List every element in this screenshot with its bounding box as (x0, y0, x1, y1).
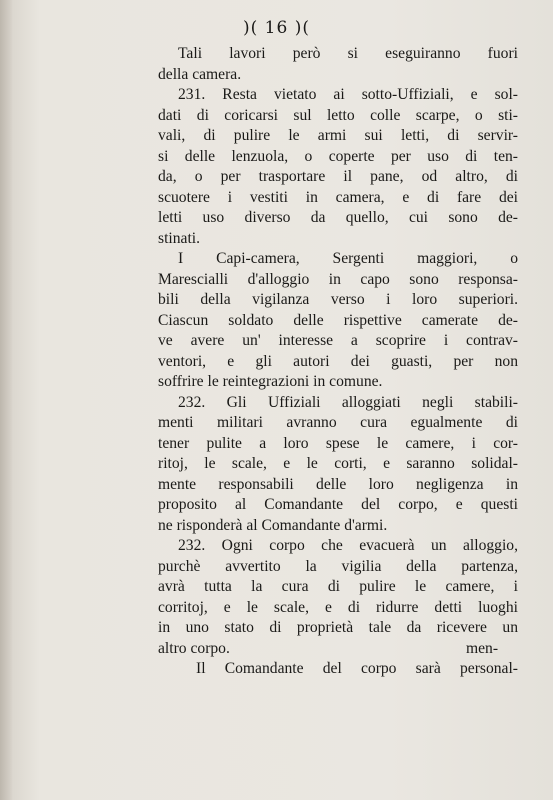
text-line: stinati. (158, 229, 201, 247)
text-line: vali, di pulire le armi sui letti, di servir- (158, 127, 518, 144)
text-line: 232. Gli Uffiziali alloggiati negli stabili- (178, 393, 518, 411)
text-line: letti uso diverso da quello, cui sono de- (158, 209, 518, 226)
page-number-header: )( 16 )( (243, 18, 310, 38)
text-line: in uno stato di proprietà tale da ricevere un (158, 619, 518, 636)
text-line: proposito al Comandante del corpo, e questi (158, 496, 518, 513)
text-line: purchè avvertito la vigilia della partenza, (158, 557, 518, 575)
text-line: menti militari avranno cura egualmente di (158, 414, 518, 431)
text-line: dati di coricarsi sul letto colle scarpe, o sti- (158, 106, 518, 124)
text-line: I Capi-camera, Sergenti maggiori, o (178, 250, 518, 267)
text-line: 232. Ogni corpo che evacuerà un alloggio, (178, 537, 518, 554)
text-line: ve avere un' interesse a scoprire i contrav- (158, 332, 518, 349)
text-line: si delle lenzuola, o coperte per uso di ten- (158, 147, 518, 165)
text-line: ritoj, le scale, e le corti, e saranno solidal- (158, 455, 518, 472)
text-line: 231. Resta vietato ai sotto-Uffiziali, e sol- (178, 86, 518, 103)
text-line: corritoj, e le scale, e di ridurre detti luoghi (158, 598, 518, 616)
text-line: avrà tutta la cura di pulire le camere, i (158, 578, 518, 595)
text-line: ne risponderà al Comandante d'armi. (158, 516, 388, 534)
text-line: tener pulite a loro spese le camere, i cor- (158, 434, 518, 452)
text-line: ventori, e gli autori dei guasti, per non (158, 352, 518, 370)
text-line: mente responsabili delle loro negligenza in (158, 475, 518, 493)
text-line: da, o per trasportare il pane, od altro, di (158, 168, 518, 185)
text-line: Ciascun soldato delle rispettive camerate de- (158, 311, 518, 329)
text-line: Marescialli d'alloggio in capo sono responsa- (158, 270, 518, 288)
text-line: altro corpo. (158, 639, 230, 657)
page-body-text (158, 44, 518, 680)
text-line: scuotere i vestiti in camera, e di fare dei (158, 188, 518, 206)
text-line: soffrire le reintegrazioni in comune. (158, 373, 383, 390)
text-line: bili della vigilanza verso i loro superiori. (158, 291, 518, 308)
text-line: Il Comandante del corpo sarà personal- (196, 660, 518, 677)
text-line: Tali lavori però si eseguiranno fuori (178, 45, 518, 62)
page-spine-shadow (0, 0, 12, 800)
text-line: della camera. (158, 65, 242, 83)
catchword: men- (466, 640, 499, 657)
